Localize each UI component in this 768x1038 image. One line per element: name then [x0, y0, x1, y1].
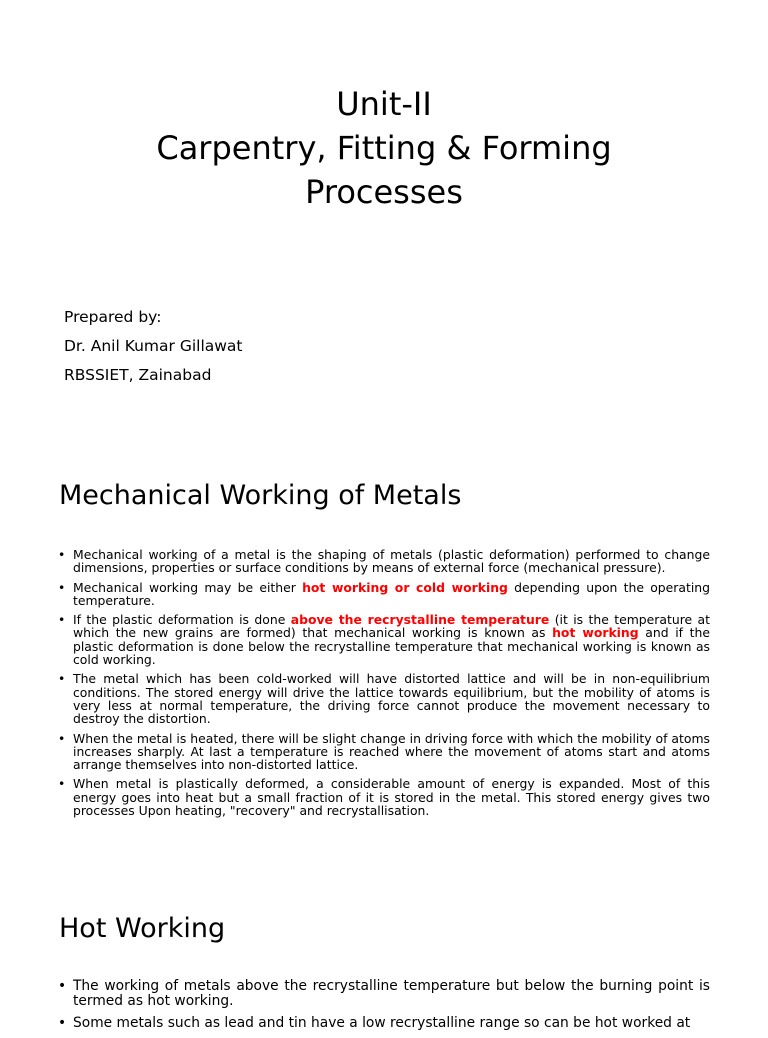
bullet-text: (it is the temperature at which the new grains are formed) that mechanical working is known as [73, 612, 710, 641]
institution-name: RBSSIET, Zainabad [64, 366, 212, 384]
bullet-text: The metal which has been cold-worked will have distorted lattice and will be in non-equilibrium conditions. The stored energy will drive the lattice towards equilibrium, but the mobility of atoms is very less at normal temperature, the driving force cannot produce the movement necessary to destroy the distortion. [73, 671, 710, 727]
bullet-icon: • [58, 547, 66, 562]
slide-heading: Mechanical Working of Metals [59, 480, 462, 511]
bullet-icon: • [58, 579, 66, 595]
slide-title [0, 82, 768, 214]
bullet-icon: • [58, 671, 66, 687]
bullet-list [58, 548, 710, 823]
title-slide [0, 0, 768, 432]
hot-working-slide [0, 864, 768, 1031]
bullet-icon: • [58, 1015, 67, 1031]
bullet-list [58, 979, 710, 1038]
prepared-by-label: Prepared by: [64, 308, 162, 326]
bullet-text: When metal is plastically deformed, a considerable amount of energy is expanded. Most of this energy goes into heat but a small fraction of it is stored in the metal. This stored energy gives two processes Upon heating, "recovery" and recrystallisation. [73, 776, 710, 819]
mechanical-working-slide [0, 432, 768, 864]
bullet-icon: • [58, 978, 67, 994]
highlighted-term: hot working [552, 625, 639, 641]
bullet-item [58, 613, 710, 666]
title-line: Carpentry, Fitting & Forming [156, 129, 612, 167]
bullet-text: The working of metals above the recrystalline temperature but below the burning point is termed as hot working. [73, 978, 710, 1009]
author-block [64, 303, 243, 390]
bullet-text: If the plastic deformation is done [73, 612, 291, 628]
bullet-text: Mechanical working of a metal is the shaping of metals (plastic deformation) performed to change dimensions, properties or surface conditions by means of external force (mechanical pressure). [73, 547, 710, 576]
title-line: Processes [305, 173, 463, 211]
bullet-item [58, 979, 710, 1009]
bullet-text: depending upon the operating temperature. [73, 579, 710, 608]
highlighted-term: above the recrystalline temperature [290, 612, 550, 628]
bullet-item [58, 548, 710, 575]
bullet-item [58, 581, 710, 608]
author-name: Dr. Anil Kumar Gillawat [64, 337, 243, 355]
highlighted-term: hot working or cold working [302, 579, 508, 595]
bullet-icon: • [58, 730, 66, 746]
bullet-icon: • [58, 776, 66, 792]
slide-heading: Hot Working [59, 913, 226, 944]
title-line: Unit-II [336, 85, 432, 123]
bullet-icon: • [58, 612, 66, 628]
bullet-text: and if the plastic deformation is done below the recrystalline temperature that mechanical working is known as cold working. [73, 625, 710, 668]
bullet-item [58, 672, 710, 725]
bullet-text: Mechanical working may be either [73, 579, 303, 595]
bullet-item [58, 732, 710, 772]
bullet-item [58, 777, 710, 817]
bullet-text: When the metal is heated, there will be slight change in driving force with which the mobility of atoms increases sharply. At last a temperature is reached where the movement of atoms start and atoms arrange themselves into non-distorted lattice. [73, 730, 710, 773]
bullet-text: Some metals such as lead and tin have a low recrystalline range so can be hot worked at [73, 1015, 691, 1031]
